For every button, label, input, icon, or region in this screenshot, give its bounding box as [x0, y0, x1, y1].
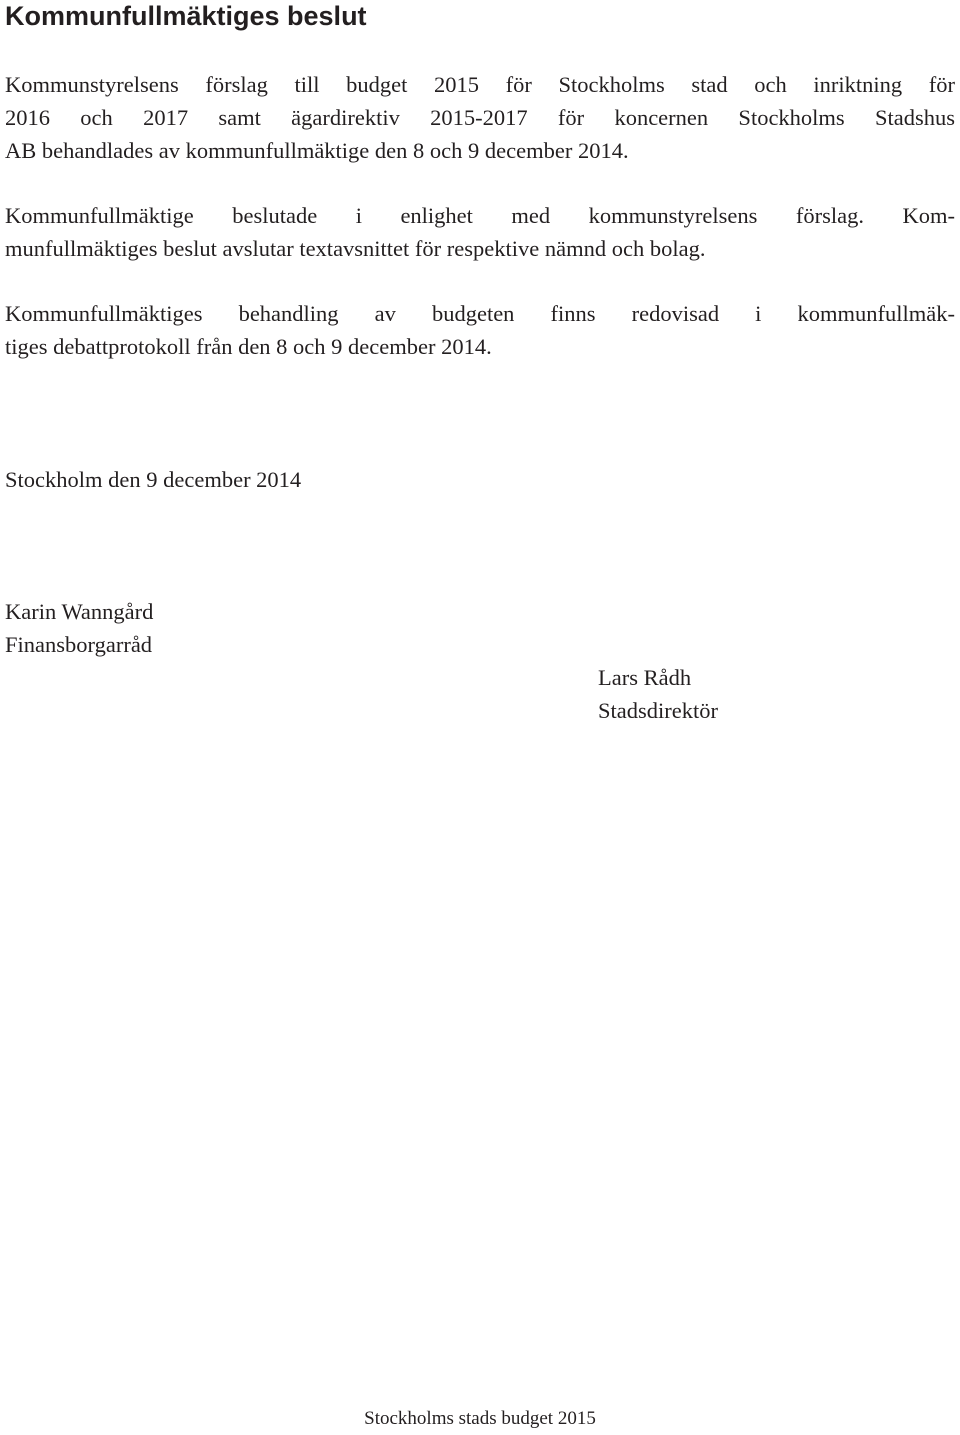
signatory-finance-commissioner	[5, 595, 153, 661]
signatory-name: Karin Wanngård	[5, 599, 154, 624]
signatory-title: Finansborgarråd	[5, 632, 153, 657]
page-title: Kommunfullmäktiges beslut	[5, 1, 367, 31]
place-and-date: Stockholm den 9 december 2014	[5, 467, 302, 492]
paragraph-line: munfullmäktiges beslut avslutar textavsnittet för respektive nämnd och bolag.	[5, 236, 706, 261]
paragraph-line: Kommunstyrelsens förslag till budget 2015 för Stockholms stad och inriktning för	[5, 72, 955, 97]
paragraph-decision	[5, 199, 955, 265]
paragraph-line: AB behandlades av kommunfullmäktige den 8 och 9 december 2014.	[5, 138, 629, 163]
paragraph-line: Kommunfullmäktige beslutade i enlighet med kommunstyrelsens förslag. Kom-	[5, 203, 955, 228]
paragraph-protocol	[5, 297, 955, 363]
signatory-name: Lars Rådh	[598, 665, 692, 690]
signatory-title: Stadsdirektör	[598, 698, 718, 723]
paragraph-line: tiges debattprotokoll från den 8 och 9 december 2014.	[5, 334, 492, 359]
paragraph-decision-intro	[5, 68, 955, 167]
paragraph-line: Kommunfullmäktiges behandling av budgeten finns redovisad i kommunfullmäk-	[5, 301, 955, 326]
paragraph-line: 2016 och 2017 samt ägardirektiv 2015-2017 för koncernen Stockholms Stadshus	[5, 105, 955, 130]
signatory-city-director	[598, 661, 718, 727]
page-footer: Stockholms stads budget 2015	[364, 1408, 596, 1429]
